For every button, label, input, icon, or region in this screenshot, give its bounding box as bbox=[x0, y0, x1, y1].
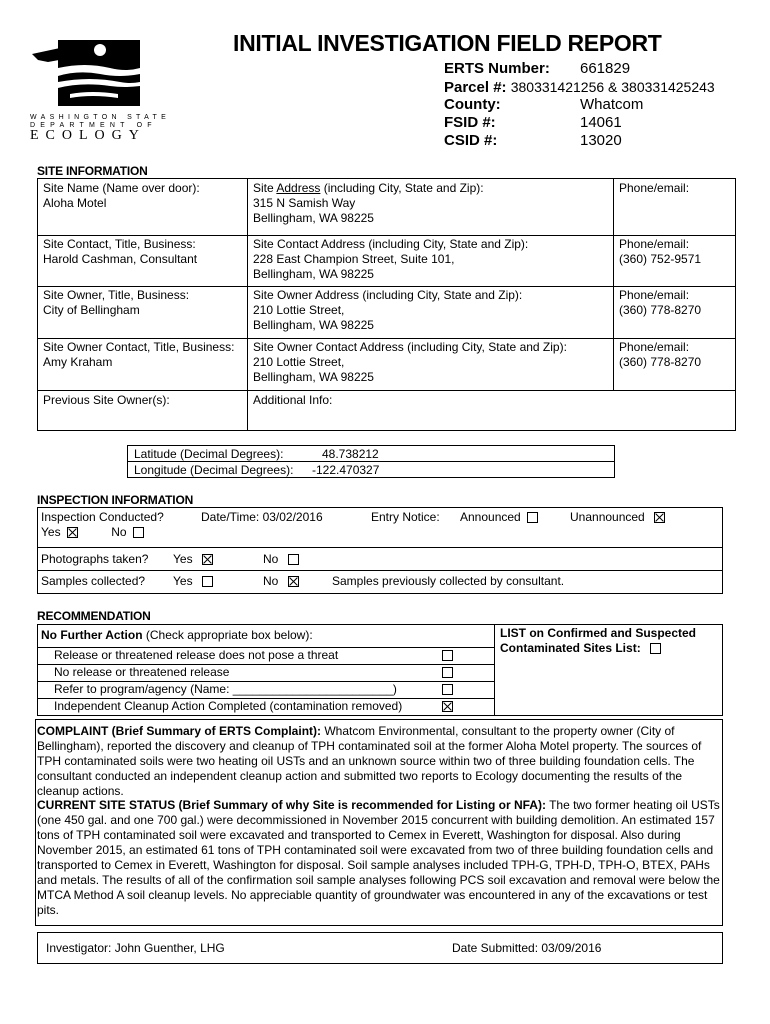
recommendation-title: RECOMMENDATION bbox=[37, 609, 151, 623]
site-address-cell bbox=[253, 181, 484, 226]
investigator: Investigator: John Guenther, LHG bbox=[46, 941, 225, 955]
samples-no-label: No bbox=[263, 574, 279, 588]
site-owner-phone-label: Phone/email: bbox=[619, 288, 690, 302]
site-owner-address-line1: 210 Lottie Street, bbox=[253, 303, 345, 317]
announced-checkbox[interactable] bbox=[527, 512, 538, 523]
site-contact-address-line1: 228 East Champion Street, Suite 101, bbox=[253, 252, 455, 266]
parcel-value: 380331421256 & 380331425243 bbox=[510, 79, 715, 95]
samples-label: Samples collected? bbox=[41, 574, 146, 588]
owner-contact-label: Site Owner Contact, Title, Business: bbox=[43, 340, 235, 354]
site-address-label: Site Address (including City, State and Zip): bbox=[253, 181, 484, 195]
county-label: County: bbox=[444, 96, 501, 113]
site-owner-address-label: Site Owner Address (including City, State and Zip): bbox=[253, 288, 523, 302]
samples-note: Samples previously collected by consultant. bbox=[332, 574, 565, 588]
samples-no-checkbox[interactable] bbox=[288, 576, 299, 587]
option-refer bbox=[54, 682, 474, 697]
option-cleanup-completed-checkbox[interactable] bbox=[442, 701, 453, 712]
option-cleanup-completed bbox=[54, 699, 474, 714]
site-owner-value: City of Bellingham bbox=[43, 303, 140, 317]
nfa-instruction: (Check appropriate box below): bbox=[142, 628, 313, 642]
complaint-label: COMPLAINT (Brief Summary of ERTS Complaint): bbox=[37, 724, 322, 738]
owner-contact-address-label: Site Owner Contact Address (including City, State and Zip): bbox=[253, 340, 567, 354]
site-name-cell bbox=[43, 181, 200, 211]
announced-label: Announced bbox=[460, 510, 521, 524]
no-further-action-heading bbox=[41, 628, 313, 643]
current-site-status bbox=[37, 798, 725, 918]
additional-info-label: Additional Info: bbox=[253, 393, 333, 407]
owner-contact-address-line2: Bellingham, WA 98225 bbox=[253, 370, 374, 384]
inspection-conducted bbox=[41, 510, 164, 540]
site-address-line1: 315 N Samish Way bbox=[253, 196, 356, 210]
owner-contact-cell bbox=[43, 340, 234, 370]
erts-label: ERTS Number: bbox=[444, 60, 550, 77]
report-title: INITIAL INVESTIGATION FIELD REPORT bbox=[233, 30, 662, 56]
site-address-line2: Bellingham, WA 98225 bbox=[253, 211, 374, 225]
site-contact-label: Site Contact, Title, Business: bbox=[43, 237, 196, 251]
erts-value: 661829 bbox=[580, 60, 631, 77]
option-no-release-label: No release or threatened release bbox=[54, 665, 230, 679]
site-name-label: Site Name (Name over door): bbox=[43, 181, 200, 195]
longitude-label: Longitude (Decimal Degrees): bbox=[134, 463, 294, 477]
site-owner-label: Site Owner, Title, Business: bbox=[43, 288, 190, 302]
csid-label: CSID #: bbox=[444, 132, 498, 149]
date-submitted: Date Submitted: 03/09/2016 bbox=[452, 941, 602, 955]
header-fields bbox=[444, 60, 715, 150]
latitude-label: Latitude (Decimal Degrees): bbox=[134, 447, 284, 461]
latitude-row bbox=[134, 447, 379, 462]
fsid-label: FSID #: bbox=[444, 114, 496, 131]
photos-row bbox=[41, 552, 441, 567]
owner-contact-phone-value: (360) 778-8270 bbox=[619, 355, 702, 369]
conducted-no-label: No bbox=[111, 525, 127, 539]
logo-text-line3: ECOLOGY bbox=[30, 128, 146, 143]
owner-contact-phone-label: Phone/email: bbox=[619, 340, 690, 354]
owner-contact-address-cell bbox=[253, 340, 567, 385]
additional-info-cell bbox=[253, 393, 332, 408]
option-no-threat-label: Release or threatened release does not pose a threat bbox=[54, 648, 339, 662]
site-contact-cell bbox=[43, 237, 197, 267]
samples-yes-label: Yes bbox=[173, 574, 193, 588]
site-name-value: Aloha Motel bbox=[43, 196, 107, 210]
unannounced-label: Unannounced bbox=[570, 510, 645, 524]
photos-no-checkbox[interactable] bbox=[288, 554, 299, 565]
csl-listing-checkbox[interactable] bbox=[650, 643, 661, 654]
owner-contact-address-line1: 210 Lottie Street, bbox=[253, 355, 345, 369]
ecology-logo bbox=[30, 38, 171, 143]
option-no-threat bbox=[54, 648, 474, 663]
site-contact-phone-value: (360) 752-9571 bbox=[619, 252, 702, 266]
csl-listing bbox=[500, 626, 720, 656]
inspection-title: INSPECTION INFORMATION bbox=[37, 493, 194, 507]
unannounced-checkbox[interactable] bbox=[654, 512, 665, 523]
longitude-value: -122.470327 bbox=[312, 463, 380, 477]
county-value: Whatcom bbox=[580, 96, 644, 113]
csid-value: 13020 bbox=[580, 132, 622, 149]
status-text: The two former heating oil USTs (one 450 gal. and one 700 gal.) were decommissioned in November 2015 concurrent with building demolition. An estimated 157 tons of TPH contaminated soil were excavated and transported to Cemex in Everett, Washington for disposal. Also during November 2015, an estimated 61 tons of TPH contaminated soil were excavated from two of three building foundation cells and transported to Cemex in Everett, Washington for disposal. Soil sample analyses included TPH-G, TPH-D, TPH-O, BTEX, PAHs and metals. The results of all of the confirmation soil sample analyses following PCS soil excavation and removal were below the MTCA Method A soil cleanup levels. No appreciable quantity of groundwater was encountered in any of the excavations or test pits. bbox=[37, 798, 720, 917]
longitude-row bbox=[134, 463, 380, 478]
option-no-threat-checkbox[interactable] bbox=[442, 650, 453, 661]
site-phone-cell bbox=[619, 181, 689, 196]
conducted-yes-checkbox[interactable] bbox=[67, 527, 78, 538]
site-owner-address-cell bbox=[253, 288, 522, 333]
site-owner-cell bbox=[43, 288, 189, 318]
site-owner-phone-value: (360) 778-8270 bbox=[619, 303, 702, 317]
photos-yes-checkbox[interactable] bbox=[202, 554, 213, 565]
site-owner-phone-cell bbox=[619, 288, 701, 318]
ecology-logo-icon bbox=[30, 38, 146, 110]
previous-owner-label: Previous Site Owner(s): bbox=[43, 393, 170, 407]
site-contact-address-line2: Bellingham, WA 98225 bbox=[253, 267, 374, 281]
status-label: CURRENT SITE STATUS (Brief Summary of why Site is recommended for Listing or NFA): bbox=[37, 798, 546, 812]
logo-text-line1: WASHINGTON STATE bbox=[30, 114, 171, 121]
option-refer-label: Refer to program/agency (Name: ________________________) bbox=[54, 682, 397, 696]
inspection-conducted-label: Inspection Conducted? bbox=[41, 510, 164, 524]
conducted-no-checkbox[interactable] bbox=[133, 527, 144, 538]
samples-row bbox=[41, 574, 641, 589]
photos-no-label: No bbox=[263, 552, 279, 566]
nfa-label: No Further Action bbox=[41, 628, 143, 642]
parcel-label: Parcel #: bbox=[444, 79, 507, 96]
site-contact-address-cell bbox=[253, 237, 528, 282]
fsid-value: 14061 bbox=[580, 114, 622, 131]
latitude-value: 48.738212 bbox=[322, 447, 379, 461]
site-phone-label: Phone/email: bbox=[619, 181, 690, 195]
photos-label: Photographs taken? bbox=[41, 552, 149, 566]
option-no-release bbox=[54, 665, 474, 680]
site-contact-phone-label: Phone/email: bbox=[619, 237, 690, 251]
entry-notice-label: Entry Notice: bbox=[371, 510, 440, 524]
conducted-yes-label: Yes bbox=[41, 525, 61, 539]
photos-yes-label: Yes bbox=[173, 552, 193, 566]
complaint-text: Whatcom Environmental, consultant to the property owner (City of Bellingham), reported the discovery and cleanup of TPH contaminated soil at the former Aloha Motel property. The sources of TPH contaminated soils were two heating oil USTs and an unknown source within two of three building foundation cells. The consultant conducted an independent cleanup action and submitted two reports to Ecology documenting the results of the cleanup actions. bbox=[37, 724, 702, 798]
entry-unannounced bbox=[570, 510, 665, 525]
option-no-release-checkbox[interactable] bbox=[442, 667, 453, 678]
option-cleanup-completed-label: Independent Cleanup Action Completed (contamination removed) bbox=[54, 699, 403, 713]
previous-owner-cell bbox=[43, 393, 170, 408]
owner-contact-value: Amy Kraham bbox=[43, 355, 113, 369]
site-contact-address-label: Site Contact Address (including City, State and Zip): bbox=[253, 237, 529, 251]
csl-listing-label: LIST on Confirmed and Suspected Contaminated Sites List: bbox=[500, 626, 697, 655]
site-contact-value: Harold Cashman, Consultant bbox=[43, 252, 198, 266]
entry-announced bbox=[460, 510, 538, 525]
site-information-title: SITE INFORMATION bbox=[37, 164, 148, 178]
site-owner-address-line2: Bellingham, WA 98225 bbox=[253, 318, 374, 332]
owner-contact-phone-cell bbox=[619, 340, 701, 370]
logo-text-line2: DEPARTMENT OF bbox=[30, 122, 157, 129]
inspection-datetime: Date/Time: 03/02/2016 bbox=[201, 510, 323, 524]
option-refer-checkbox[interactable] bbox=[442, 684, 453, 695]
site-contact-phone-cell bbox=[619, 237, 701, 267]
samples-yes-checkbox[interactable] bbox=[202, 576, 213, 587]
complaint-summary bbox=[37, 724, 725, 799]
